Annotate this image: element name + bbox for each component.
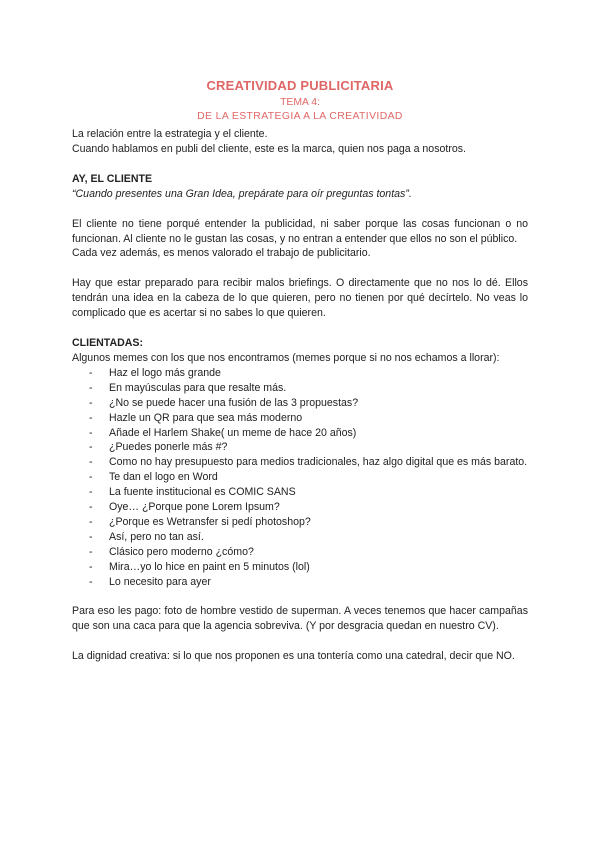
clientadas-intro: Algunos memes con los que nos encontramos (memes porque si no nos echamos a llorar): <box>72 351 500 364</box>
document-content <box>72 78 528 664</box>
topic-number: TEMA 4: <box>280 97 320 108</box>
list-item: - La fuente institucional es COMIC SANS <box>72 485 528 500</box>
paragraph-cliente-1: El cliente no tiene porqué entender la publicidad, ni saber porque las cosas funcionan o no funcionan. Al cliente no le gustan las cosas, y no entran a entender que ellos no son el público. <box>72 217 528 245</box>
list-item: - ¿Porque es Wetransfer si pedí photoshop? <box>72 515 528 530</box>
paragraph-briefings: Hay que estar preparado para recibir malos briefings. O directamente que no nos lo dé. Ellos tendrán una idea en la cabeza de lo que quieren, pero no tienen por qué decírtelo. No veas lo complicado que es acertar si no sabes lo que quieren. <box>72 277 528 320</box>
list-item: - ¿Puedes ponerle más #? <box>72 440 528 455</box>
paragraph-pago: Para eso les pago: foto de hombre vestido de superman. A veces tenemos que hacer campañas que son una caca para que la agencia sobreviva. (Y por desgracia quedan en nuestro CV). <box>72 605 528 633</box>
list-item: - Haz el logo más grande <box>72 366 528 381</box>
paragraph-cliente-2: Cada vez además, es menos valorado el trabajo de publicitario. <box>72 247 371 260</box>
list-item: - Añade el Harlem Shake( un meme de hace 20 años) <box>72 426 528 441</box>
list-item: - En mayúsculas para que resalte más. <box>72 381 528 396</box>
section-heading-cliente: AY, EL CLIENTE <box>72 172 153 185</box>
list-item: - Te dan el logo en Word <box>72 470 528 485</box>
intro-line-1: La relación entre la estrategia y el cliente. <box>72 128 268 140</box>
list-item: - Hazle un QR para que sea más moderno <box>72 411 528 426</box>
topic-subtitle: DE LA ESTRATEGIA A LA CREATIVIDAD <box>197 111 403 122</box>
list-item: - Lo necesito para ayer <box>72 575 528 590</box>
list-item: - Mira…yo lo hice en paint en 5 minutos (lol) <box>72 560 528 575</box>
section-heading-clientadas: CLIENTADAS: <box>72 337 144 350</box>
document-title: CREATIVIDAD PUBLICITARIA <box>206 78 394 93</box>
list-item: - Así, pero no tan así. <box>72 530 528 545</box>
list-item: - Como no hay presupuesto para medios tradicionales, haz algo digital que es más barato. <box>72 455 528 470</box>
memes-list <box>72 366 528 590</box>
list-item: - Clásico pero moderno ¿cómo? <box>72 545 528 560</box>
list-item: - ¿No se puede hacer una fusión de las 3 propuestas? <box>72 396 528 411</box>
section-quote: “Cuando presentes una Gran Idea, prepárate para oír preguntas tontas”. <box>72 187 412 200</box>
paragraph-dignidad: La dignidad creativa: si lo que nos proponen es una tontería como una catedral, decir que NO. <box>72 650 515 663</box>
list-item: - Oye… ¿Porque pone Lorem Ipsum? <box>72 500 528 515</box>
intro-line-2: Cuando hablamos en publi del cliente, este es la marca, quien nos paga a nosotros. <box>72 142 466 155</box>
